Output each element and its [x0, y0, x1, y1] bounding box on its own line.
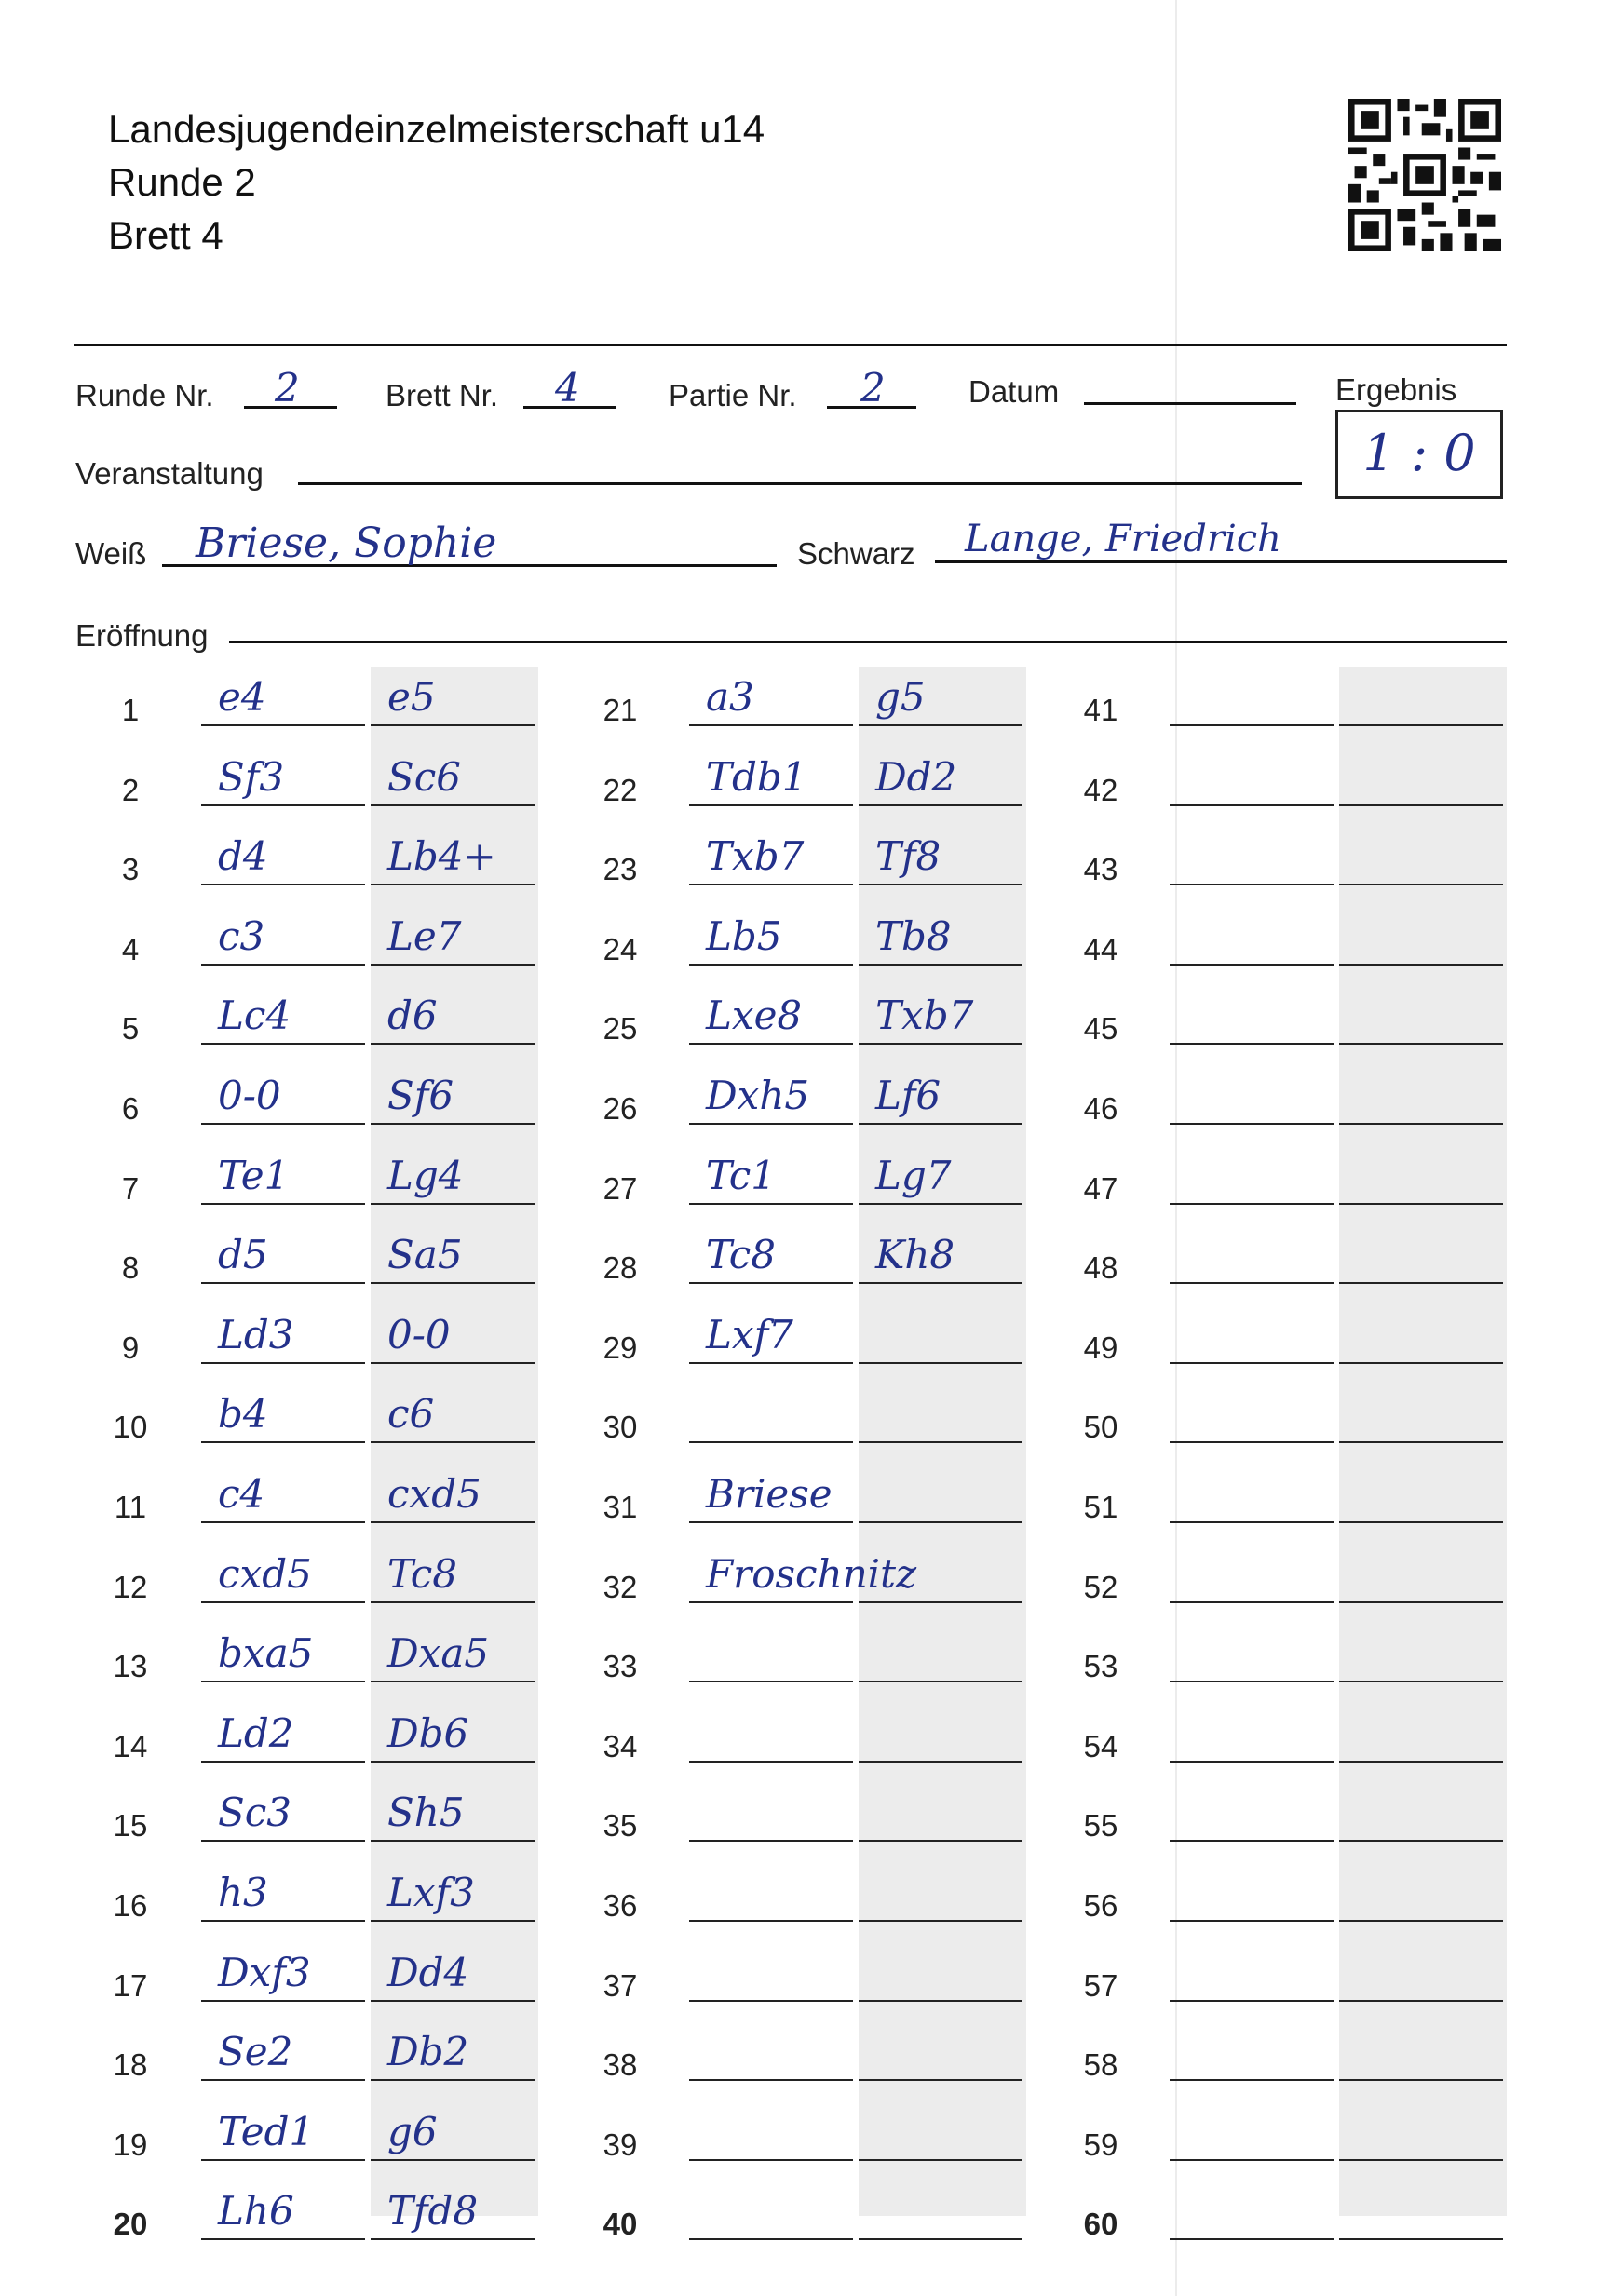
white-move-field[interactable]: Lc4 — [218, 993, 291, 1039]
move-number: 16 — [113, 1888, 148, 1923]
move-number: 20 — [113, 2207, 148, 2242]
white-move-line — [201, 1521, 365, 1523]
black-move-field[interactable]: Lxf3 — [387, 1870, 475, 1915]
move-number: 17 — [113, 1967, 148, 2003]
black-move-line — [859, 1441, 1022, 1443]
white-move-line — [689, 1840, 853, 1842]
black-move-line — [859, 1601, 1022, 1603]
white-move-field[interactable]: Lh6 — [218, 2188, 294, 2235]
white-move-field[interactable]: Txb7 — [706, 833, 805, 880]
move-number: 40 — [603, 2207, 638, 2242]
black-move-field[interactable]: Sf6 — [387, 1073, 454, 1118]
black-move-line — [371, 2000, 535, 2002]
white-move-line — [689, 1521, 853, 1523]
white-move-line — [201, 1681, 365, 1682]
datum-field-line — [1084, 402, 1296, 405]
move-number: 9 — [121, 1330, 140, 1365]
white-move-line — [1170, 1441, 1334, 1443]
schwarz-field-line — [935, 560, 1507, 563]
black-move-line — [371, 1601, 535, 1603]
white-move-field[interactable]: Se2 — [218, 2029, 293, 2075]
white-move-field[interactable]: Briese — [706, 1471, 833, 1517]
white-move-line — [689, 1681, 853, 1682]
white-move-line — [1170, 1203, 1334, 1205]
white-move-line — [689, 724, 853, 726]
white-move-line — [201, 1123, 365, 1125]
white-move-field[interactable]: Lxf7 — [706, 1311, 793, 1357]
move-number: 30 — [603, 1410, 638, 1445]
white-move-field[interactable]: b4 — [218, 1391, 268, 1438]
black-move-line — [371, 1441, 535, 1443]
white-move-field[interactable]: Sf3 — [218, 753, 285, 800]
move-number: 32 — [603, 1569, 638, 1604]
white-move-line — [201, 884, 365, 885]
black-move-field[interactable]: Tb8 — [875, 912, 952, 959]
ergebnis-field: 1 : 0 — [1362, 424, 1476, 482]
black-move-line — [371, 1761, 535, 1763]
move-number: 26 — [603, 1091, 638, 1126]
black-move-line — [371, 1521, 535, 1523]
black-move-line — [1339, 804, 1503, 806]
white-move-field[interactable]: Tc8 — [706, 1232, 776, 1278]
sheet-title — [108, 102, 765, 262]
white-move-line — [201, 1441, 365, 1443]
move-number: 7 — [121, 1170, 140, 1206]
white-move-line — [1170, 1681, 1334, 1682]
black-move-line — [859, 1681, 1022, 1682]
partie-label: Partie Nr. — [669, 378, 797, 412]
black-move-line — [371, 2238, 535, 2240]
black-move-line — [859, 2079, 1022, 2081]
black-move-field[interactable]: Lb4+ — [387, 833, 496, 880]
move-number: 37 — [603, 1967, 638, 2003]
move-number: 29 — [603, 1330, 638, 1365]
white-move-field[interactable]: d4 — [218, 833, 268, 880]
black-move-field[interactable]: d6 — [387, 993, 438, 1039]
move-number: 51 — [1083, 1490, 1118, 1524]
black-move-line — [371, 964, 535, 966]
black-move-field[interactable]: Db2 — [387, 2029, 469, 2075]
black-move-field[interactable]: Lg4 — [387, 1152, 464, 1198]
white-move-line — [1170, 1043, 1334, 1045]
move-number: 60 — [1083, 2207, 1118, 2242]
black-move-line — [859, 804, 1022, 806]
move-number: 44 — [1083, 931, 1118, 966]
white-move-line — [201, 1840, 365, 1842]
move-number: 42 — [1083, 772, 1118, 807]
black-move-line — [1339, 1681, 1503, 1682]
white-move-field[interactable]: d5 — [218, 1232, 268, 1278]
move-number: 6 — [121, 1091, 140, 1126]
black-move-field[interactable]: g5 — [875, 674, 926, 720]
white-move-field[interactable]: c3 — [218, 912, 265, 959]
white-move-line — [1170, 884, 1334, 885]
black-move-line — [859, 1282, 1022, 1284]
black-move-line — [1339, 1123, 1503, 1125]
move-number: 52 — [1083, 1569, 1118, 1604]
black-move-line — [859, 2238, 1022, 2240]
black-move-field[interactable]: cxd5 — [387, 1471, 481, 1517]
veranstaltung-label: Veranstaltung — [75, 456, 264, 491]
black-move-field[interactable]: Dd2 — [875, 753, 957, 800]
black-move-line — [1339, 1362, 1503, 1364]
white-move-field[interactable]: Ld3 — [218, 1311, 294, 1357]
move-number: 24 — [603, 931, 638, 966]
move-number: 59 — [1083, 2127, 1118, 2162]
black-move-field[interactable]: e5 — [387, 674, 436, 720]
header-rule — [74, 344, 1507, 346]
white-move-line — [689, 1362, 853, 1364]
white-move-field[interactable]: Tdb1 — [706, 753, 807, 800]
black-move-line — [1339, 1601, 1503, 1603]
black-move-line — [1339, 1282, 1503, 1284]
move-number: 3 — [121, 852, 140, 887]
ergebnis-label: Ergebnis — [1335, 372, 1457, 407]
white-move-line — [201, 964, 365, 966]
move-number: 11 — [114, 1490, 147, 1524]
black-move-field[interactable]: Tfd8 — [387, 2188, 479, 2235]
white-move-line — [689, 884, 853, 885]
white-move-field[interactable]: Lxe8 — [706, 993, 803, 1039]
white-move-line — [201, 1761, 365, 1763]
black-move-line — [371, 1203, 535, 1205]
move-number: 13 — [113, 1649, 148, 1684]
title-round: Runde 2 — [108, 160, 256, 204]
white-move-line — [1170, 1601, 1334, 1603]
black-move-field[interactable]: Db6 — [387, 1709, 469, 1756]
white-move-field[interactable]: Lb5 — [706, 912, 782, 959]
black-move-line — [859, 1840, 1022, 1842]
black-move-field[interactable]: Lf6 — [875, 1073, 941, 1118]
move-number: 15 — [113, 1808, 148, 1844]
white-move-line — [689, 804, 853, 806]
move-number: 34 — [603, 1728, 638, 1763]
black-move-line — [1339, 1203, 1503, 1205]
black-move-line — [371, 1920, 535, 1922]
white-move-line — [689, 964, 853, 966]
black-move-line — [859, 1203, 1022, 1205]
white-move-field[interactable]: Tc1 — [706, 1152, 776, 1198]
black-move-field[interactable]: Dd4 — [387, 1949, 469, 1995]
runde-field[interactable]: 2 — [275, 365, 300, 411]
black-move-line — [371, 2159, 535, 2161]
black-move-line — [1339, 1920, 1503, 1922]
move-number: 4 — [121, 931, 140, 966]
black-move-line — [1339, 1521, 1503, 1523]
white-move-line — [201, 2159, 365, 2161]
move-number: 54 — [1083, 1728, 1118, 1763]
move-number: 21 — [603, 693, 638, 727]
move-number: 2 — [121, 772, 140, 807]
eroeffnung-label: Eröffnung — [75, 618, 209, 653]
title-board: Brett 4 — [108, 213, 223, 257]
white-move-field[interactable]: h3 — [218, 1870, 268, 1915]
schwarz-label: Schwarz — [797, 536, 915, 571]
eroeffnung-field-line — [229, 641, 1507, 643]
black-move-line — [859, 1043, 1022, 1045]
black-move-line — [1339, 724, 1503, 726]
black-move-line — [371, 1362, 535, 1364]
move-number: 56 — [1083, 1888, 1118, 1923]
white-move-line — [689, 2079, 853, 2081]
brett-label: Brett Nr. — [386, 378, 499, 412]
veranstaltung-field-line — [298, 482, 1302, 485]
white-move-line — [1170, 1521, 1334, 1523]
move-number: 33 — [603, 1649, 638, 1684]
black-move-line — [1339, 884, 1503, 885]
black-move-line — [1339, 2159, 1503, 2161]
move-number: 10 — [113, 1410, 148, 1445]
datum-label: Datum — [968, 374, 1060, 409]
move-number: 1 — [121, 693, 140, 727]
black-move-line — [859, 1362, 1022, 1364]
white-move-line — [1170, 1362, 1334, 1364]
move-number: 50 — [1083, 1410, 1118, 1445]
white-move-field[interactable]: e4 — [218, 674, 266, 720]
move-number: 23 — [603, 852, 638, 887]
white-move-line — [1170, 964, 1334, 966]
black-move-field[interactable]: Le7 — [387, 912, 462, 959]
white-move-field[interactable]: Ld2 — [218, 1709, 294, 1756]
black-move-line — [371, 1840, 535, 1842]
move-number: 8 — [121, 1250, 140, 1286]
black-move-field[interactable]: Tc8 — [387, 1550, 457, 1597]
white-move-line — [201, 2079, 365, 2081]
white-move-line — [1170, 1282, 1334, 1284]
black-move-line — [859, 724, 1022, 726]
black-move-field[interactable]: Dxa5 — [387, 1630, 490, 1677]
move-number: 31 — [603, 1490, 638, 1524]
black-move-field[interactable]: Sa5 — [387, 1232, 463, 1278]
schwarz-field[interactable]: Lange, Friedrich — [965, 518, 1281, 560]
black-move-line — [859, 2000, 1022, 2002]
white-move-line — [1170, 1840, 1334, 1842]
white-move-line — [201, 2000, 365, 2002]
qr-code-icon — [1348, 97, 1501, 253]
white-move-line — [201, 1362, 365, 1364]
move-number: 5 — [121, 1011, 140, 1047]
black-move-line — [371, 804, 535, 806]
black-move-line — [859, 1761, 1022, 1763]
white-move-line — [1170, 724, 1334, 726]
move-number: 53 — [1083, 1649, 1118, 1684]
brett-field[interactable]: 4 — [555, 365, 580, 411]
black-move-field[interactable]: Txb7 — [875, 993, 974, 1039]
move-number: 39 — [603, 2127, 638, 2162]
white-move-field[interactable]: Dxf3 — [218, 1949, 311, 1995]
black-move-line — [371, 2079, 535, 2081]
white-move-line — [689, 1761, 853, 1763]
black-move-line — [371, 884, 535, 885]
white-move-field[interactable]: c4 — [218, 1471, 265, 1517]
white-move-line — [201, 1282, 365, 1284]
move-number: 55 — [1083, 1808, 1118, 1844]
move-number: 57 — [1083, 1967, 1118, 2003]
white-move-field[interactable]: Froschnitz — [706, 1550, 917, 1597]
white-move-field[interactable]: a3 — [706, 674, 754, 720]
white-move-line — [1170, 1123, 1334, 1125]
white-move-line — [201, 804, 365, 806]
move-number: 46 — [1083, 1091, 1118, 1126]
black-move-line — [371, 1282, 535, 1284]
move-number: 36 — [603, 1888, 638, 1923]
move-number: 48 — [1083, 1250, 1118, 1286]
black-move-line — [371, 1043, 535, 1045]
black-move-field[interactable]: Sh5 — [387, 1790, 465, 1836]
move-number: 49 — [1083, 1330, 1118, 1365]
move-number: 12 — [113, 1569, 148, 1604]
white-move-line — [689, 1441, 853, 1443]
black-move-line — [859, 964, 1022, 966]
black-move-line — [859, 1521, 1022, 1523]
white-move-line — [1170, 2000, 1334, 2002]
white-move-line — [201, 2238, 365, 2240]
white-move-line — [1170, 2159, 1334, 2161]
white-move-field[interactable]: bxa5 — [218, 1630, 314, 1677]
black-move-line — [371, 1123, 535, 1125]
move-number: 25 — [603, 1011, 638, 1047]
black-move-field[interactable]: Sc6 — [387, 753, 462, 800]
white-move-line — [201, 724, 365, 726]
white-move-line — [201, 1601, 365, 1603]
ergebnis-box[interactable] — [1335, 410, 1503, 499]
black-move-line — [1339, 2238, 1503, 2240]
black-move-field[interactable]: Kh8 — [875, 1232, 955, 1278]
white-move-line — [689, 1920, 853, 1922]
white-move-line — [1170, 804, 1334, 806]
white-move-line — [689, 2000, 853, 2002]
white-move-line — [689, 1123, 853, 1125]
white-move-line — [201, 1043, 365, 1045]
weiss-field[interactable]: Briese, Sophie — [196, 520, 497, 567]
move-number: 47 — [1083, 1170, 1118, 1206]
move-number: 27 — [603, 1170, 638, 1206]
black-move-line — [859, 2159, 1022, 2161]
white-move-line — [201, 1203, 365, 1205]
black-move-field[interactable]: c6 — [387, 1391, 435, 1438]
white-move-line — [1170, 1920, 1334, 1922]
black-move-line — [859, 1123, 1022, 1125]
black-move-line — [1339, 964, 1503, 966]
white-move-field[interactable]: cxd5 — [218, 1550, 312, 1597]
move-number: 58 — [1083, 2047, 1118, 2083]
move-number: 35 — [603, 1808, 638, 1844]
move-number: 38 — [603, 2047, 638, 2083]
white-move-line — [689, 1203, 853, 1205]
white-move-line — [689, 2238, 853, 2240]
white-move-line — [689, 1601, 853, 1603]
white-move-line — [689, 1043, 853, 1045]
runde-label: Runde Nr. — [75, 378, 214, 412]
white-move-line — [1170, 1761, 1334, 1763]
black-move-line — [1339, 1840, 1503, 1842]
title-tournament: Landesjugendeinzelmeisterschaft u14 — [108, 107, 765, 151]
move-number: 22 — [603, 772, 638, 807]
black-move-line — [1339, 1761, 1503, 1763]
white-move-line — [1170, 2079, 1334, 2081]
black-move-field[interactable]: g6 — [387, 2108, 438, 2154]
white-move-line — [1170, 2238, 1334, 2240]
move-number: 19 — [113, 2127, 148, 2162]
black-move-line — [1339, 1043, 1503, 1045]
move-number: 45 — [1083, 1011, 1118, 1047]
black-move-line — [1339, 2000, 1503, 2002]
white-move-field[interactable]: Sc3 — [218, 1790, 292, 1836]
black-move-field[interactable]: Tf8 — [875, 833, 941, 880]
black-move-line — [859, 1920, 1022, 1922]
black-move-line — [371, 724, 535, 726]
white-move-line — [689, 1282, 853, 1284]
black-move-field[interactable]: 0-0 — [387, 1311, 451, 1357]
white-move-field[interactable]: Te1 — [218, 1152, 290, 1198]
white-move-line — [201, 1920, 365, 1922]
white-move-field[interactable]: Dxh5 — [706, 1073, 810, 1118]
move-number: 18 — [113, 2047, 148, 2083]
black-move-line — [1339, 1441, 1503, 1443]
move-number: 28 — [603, 1250, 638, 1286]
white-move-line — [689, 2159, 853, 2161]
black-move-field[interactable]: Lg7 — [875, 1152, 952, 1198]
move-number: 43 — [1083, 852, 1118, 887]
move-number: 41 — [1083, 693, 1118, 727]
weiss-label: Weiß — [75, 536, 147, 571]
partie-field[interactable]: 2 — [860, 365, 886, 411]
black-move-line — [371, 1681, 535, 1682]
black-move-line — [1339, 2079, 1503, 2081]
white-move-field[interactable]: 0-0 — [218, 1073, 281, 1118]
white-move-field[interactable]: Ted1 — [218, 2108, 315, 2154]
move-number: 14 — [113, 1728, 148, 1763]
black-move-line — [859, 884, 1022, 885]
